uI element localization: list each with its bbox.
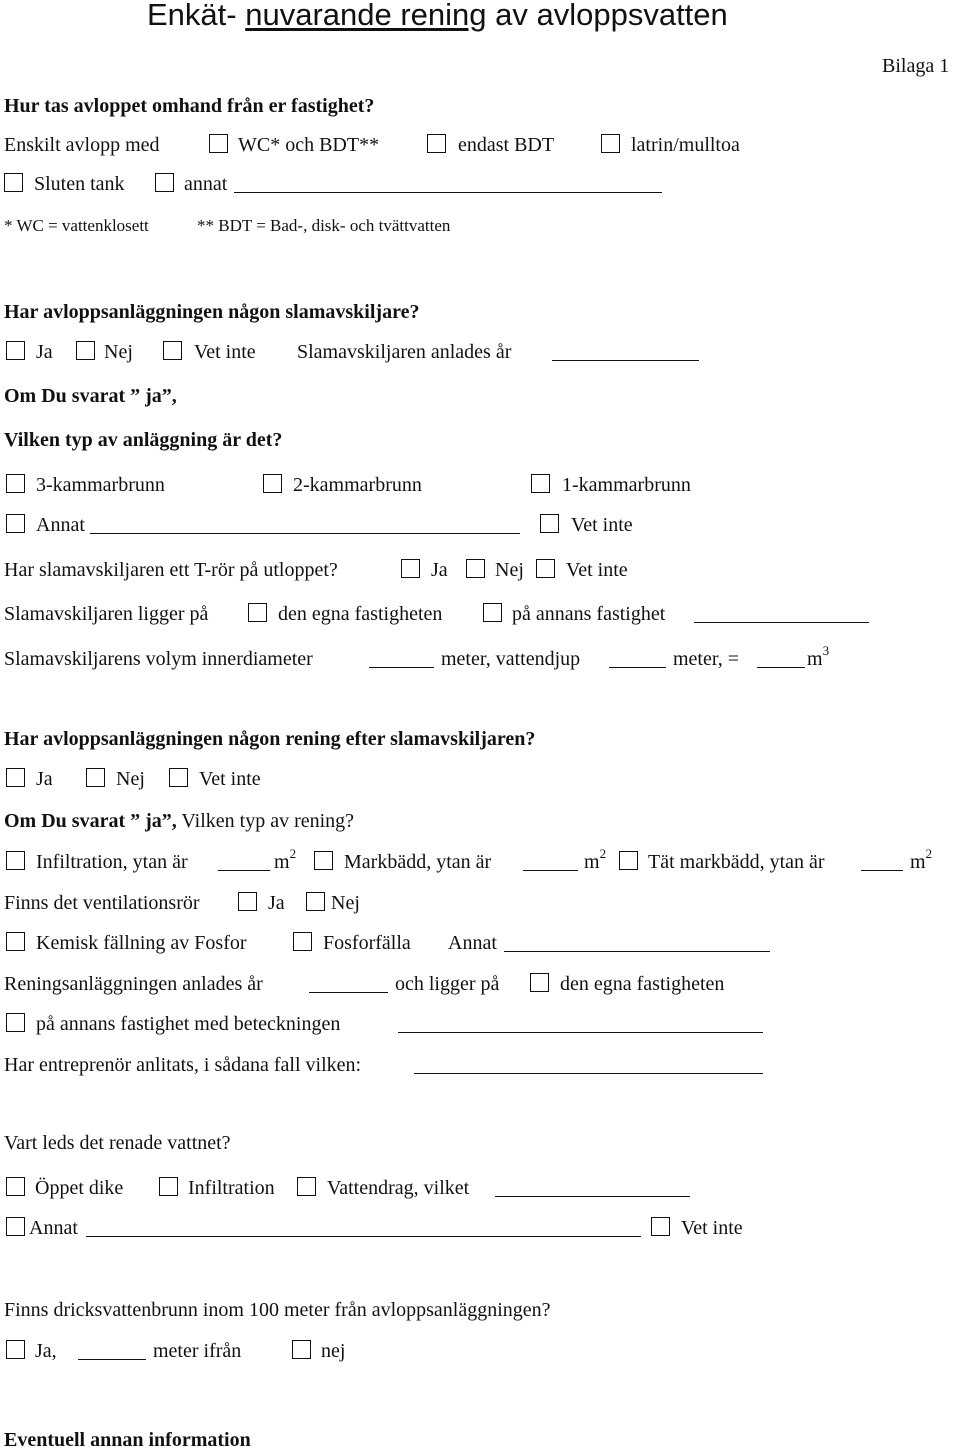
label-vent-pipe: Finns det ventilationsrör [4, 892, 200, 914]
checkbox-other-drainage[interactable] [155, 173, 174, 192]
checkbox-tat-markbadd[interactable] [619, 851, 638, 870]
treatment-other-field[interactable] [504, 951, 770, 952]
label-lies-on: och ligger på [395, 973, 500, 995]
unit-markbadd: $m^2$ [584, 846, 607, 873]
checkbox-latrine[interactable] [601, 134, 620, 153]
checkbox-septic-yes[interactable] [6, 341, 25, 360]
label-meter-depth: meter, vattendjup [441, 648, 581, 670]
checkbox-t-pipe-yes[interactable] [401, 559, 420, 578]
contractor-field[interactable] [414, 1073, 763, 1074]
question-drainage: Hur tas avloppet omhand från er fastighet? [4, 95, 375, 117]
checkbox-type-other[interactable] [6, 514, 25, 533]
label-t-pipe-no: Nej [495, 559, 524, 581]
checkbox-t-pipe-unknown[interactable] [536, 559, 555, 578]
dest-other-field[interactable] [86, 1236, 641, 1237]
label-treatment-yes: Ja [36, 768, 53, 790]
checkbox-septic-no[interactable] [76, 341, 95, 360]
label-vent-yes: Ja [268, 892, 285, 914]
label-treatment-other-property: på annans fastighet med beteckningen [36, 1013, 341, 1035]
checkbox-other-property[interactable] [483, 603, 502, 622]
label-septic-yes: Ja [36, 341, 53, 363]
label-type-other: Annat [36, 514, 85, 536]
appendix-label: Bilaga 1 [882, 55, 950, 77]
label-other-property: på annans fastighet [512, 603, 666, 625]
question-water-destination: Vart leds det renade vattnet? [4, 1132, 231, 1154]
label-other-drainage: annat [184, 173, 228, 195]
checkbox-treatment-yes[interactable] [6, 768, 25, 787]
label-fosforfalla: Fosforfälla [323, 932, 411, 954]
checkbox-treatment-other-property[interactable] [6, 1013, 25, 1032]
unit-tat-markbadd: $m^2$ [910, 846, 933, 873]
checkbox-2-chamber[interactable] [263, 474, 282, 493]
checkbox-dest-other[interactable] [6, 1217, 25, 1236]
label-septic-unknown: Vet inte [194, 341, 256, 363]
other-property-field[interactable] [694, 622, 869, 623]
label-treatment-unknown: Vet inte [199, 768, 261, 790]
question-t-pipe: Har slamavskiljaren ett T-rör på utloppet? [4, 559, 338, 581]
checkbox-infiltration[interactable] [6, 851, 25, 870]
question-septic-tank: Har avloppsanläggningen någon slamavskiljare? [4, 301, 420, 323]
label-1-chamber: 1-kammarbrunn [562, 474, 691, 496]
checkbox-vent-yes[interactable] [238, 892, 257, 911]
label-dest-unknown: Vet inte [681, 1217, 743, 1239]
footnote-wc: * WC = vattenklosett [4, 216, 149, 235]
checkbox-type-unknown[interactable] [540, 514, 559, 533]
label-t-pipe-unknown: Vet inte [566, 559, 628, 581]
watercourse-field[interactable] [495, 1196, 690, 1197]
label-chemical: Kemisk fällning av Fosfor [36, 932, 247, 954]
question-facility-type: Vilken typ av anläggning är det? [4, 429, 283, 451]
checkbox-only-bdt[interactable] [427, 134, 446, 153]
label-contractor: Har entreprenör anlitats, i sådana fall vilken: [4, 1054, 362, 1076]
checkbox-treatment-own-property[interactable] [530, 973, 549, 992]
diameter-field[interactable] [369, 667, 434, 668]
label-own-property: den egna fastigheten [278, 603, 443, 625]
checkbox-closed-tank[interactable] [4, 173, 23, 192]
if-yes-label: Om Du svarat ” ja”, [4, 385, 177, 407]
label-type-unknown: Vet inte [571, 514, 633, 536]
infiltration-area-field[interactable] [218, 870, 270, 871]
label-volume-diameter: Slamavskiljarens volym innerdiameter [4, 648, 313, 670]
label-septic-no: Nej [104, 341, 133, 363]
label-2-chamber: 2-kammarbrunn [293, 474, 422, 496]
label-treatment-year: Reningsanläggningen anlades år [4, 973, 263, 995]
septic-year-field[interactable] [552, 360, 699, 361]
label-well-yes: Ja, [35, 1340, 57, 1362]
label-wc-bdt: WC* och BDT** [238, 134, 380, 156]
checkbox-well-yes[interactable] [6, 1340, 25, 1359]
label-only-bdt: endast BDT [458, 134, 555, 156]
depth-field[interactable] [609, 667, 666, 668]
well-distance-field[interactable] [78, 1359, 146, 1360]
label-well-no: nej [321, 1340, 346, 1362]
checkbox-markbadd[interactable] [314, 851, 333, 870]
label-vent-no: Nej [331, 892, 360, 914]
checkbox-1-chamber[interactable] [531, 474, 550, 493]
question-drinking-well: Finns dricksvattenbrunn inom 100 meter från avloppsanläggningen? [4, 1299, 551, 1321]
checkbox-treatment-unknown[interactable] [169, 768, 188, 787]
property-designation-field[interactable] [398, 1032, 763, 1033]
label-markbadd: Markbädd, ytan är [344, 851, 492, 873]
tat-markbadd-area-field[interactable] [861, 870, 903, 871]
label-dest-infiltration: Infiltration [188, 1177, 275, 1199]
checkbox-septic-unknown[interactable] [163, 341, 182, 360]
label-private-sewage: Enskilt avlopp med [4, 134, 160, 156]
label-meter-from: meter ifrån [153, 1340, 242, 1362]
type-other-field[interactable] [90, 533, 520, 534]
label-treatment-other: Annat [448, 932, 497, 954]
label-t-pipe-yes: Ja [431, 559, 448, 581]
label-infiltration: Infiltration, ytan är [36, 851, 188, 873]
label-3-chamber: 3-kammarbrunn [36, 474, 165, 496]
label-treatment-no: Nej [116, 768, 145, 790]
label-watercourse: Vattendrag, vilket [327, 1177, 470, 1199]
other-drainage-field[interactable] [234, 192, 662, 193]
checkbox-open-ditch[interactable] [6, 1177, 25, 1196]
label-closed-tank: Sluten tank [34, 173, 125, 195]
checkbox-well-no[interactable] [292, 1340, 311, 1359]
label-meter-equals: meter, = [673, 648, 740, 670]
checkbox-dest-unknown[interactable] [651, 1217, 670, 1236]
checkbox-treatment-no[interactable] [86, 768, 105, 787]
checkbox-fosforfalla[interactable] [293, 932, 312, 951]
checkbox-dest-infiltration[interactable] [159, 1177, 178, 1196]
page-title: Enkät- nuvarande rening av avloppsvatten [147, 0, 728, 32]
checkbox-3-chamber[interactable] [6, 474, 25, 493]
checkbox-t-pipe-no[interactable] [466, 559, 485, 578]
label-septic-location: Slamavskiljaren ligger på [4, 603, 209, 625]
label-latrine: latrin/mulltoa [631, 134, 740, 156]
label-septic-year: Slamavskiljaren anlades år [297, 341, 512, 363]
checkbox-vent-no[interactable] [306, 892, 325, 911]
label-cubic-meter: $m^3$ [807, 643, 830, 670]
unit-infiltration: $m^2$ [274, 846, 297, 873]
label-tat-markbadd: Tät markbädd, ytan är [648, 851, 825, 873]
checkbox-watercourse[interactable] [297, 1177, 316, 1196]
if-yes-treatment-type: Om Du svarat ” ja”, Vilken typ av rening? [4, 810, 355, 832]
checkbox-wc-bdt[interactable] [209, 134, 228, 153]
volume-field[interactable] [757, 667, 805, 668]
question-treatment: Har avloppsanläggningen någon rening efter slamavskiljaren? [4, 728, 536, 750]
label-treatment-own-property: den egna fastigheten [560, 973, 725, 995]
label-dest-other: Annat [29, 1217, 78, 1239]
markbadd-area-field[interactable] [523, 870, 578, 871]
treatment-year-field[interactable] [309, 992, 388, 993]
footnote-bdt: ** BDT = Bad-, disk- och tvättvatten [197, 216, 451, 235]
checkbox-own-property[interactable] [248, 603, 267, 622]
heading-other-info: Eventuell annan information [4, 1429, 251, 1451]
label-open-ditch: Öppet dike [35, 1177, 124, 1199]
checkbox-chemical[interactable] [6, 932, 25, 951]
